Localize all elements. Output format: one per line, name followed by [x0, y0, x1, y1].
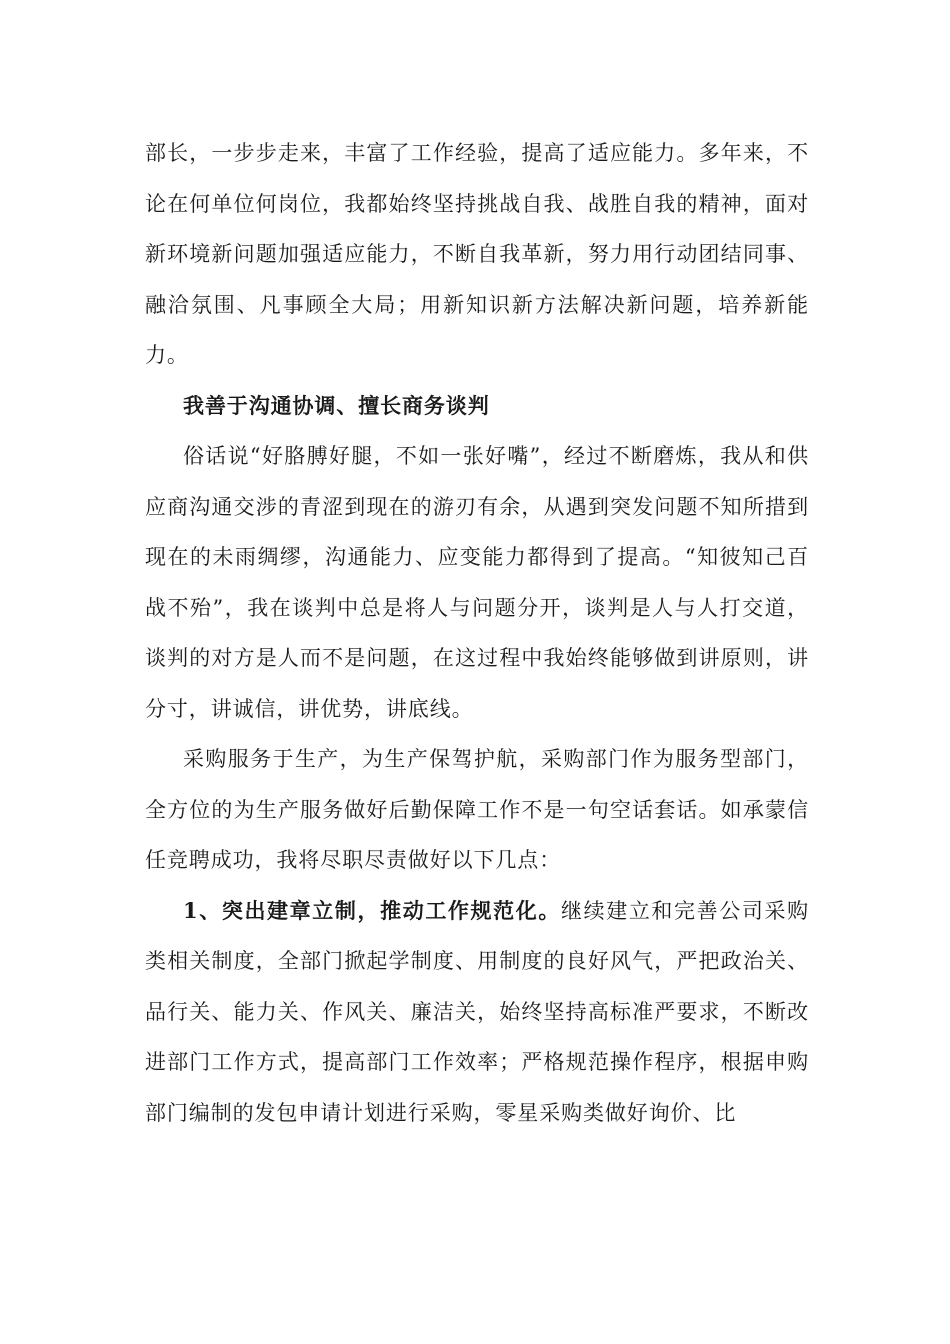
- paragraph-point-one: [145, 886, 809, 1139]
- point-one-body: 继续建立和完善公司采购类相关制度，全部门掀起学制度、用制度的良好风气，严把政治关、品行关、能力关、作风关、廉洁关，始终坚持高标准严要求，不断改进部门工作方式，提高部门工作效率；严格规范操作程序，根据申购部门编制的发包申请计划进行采购，零星采购类做好询价、比: [145, 898, 809, 1125]
- paragraph-procurement-service: 采购服务于生产，为生产保驾护航，采购部门作为服务型部门，全方位的为生产服务做好后勤保障工作不是一句空话套话。如承蒙信任竞聘成功，我将尽职尽责做好以下几点：: [145, 747, 809, 872]
- point-one-title: 1、突出建章立制，推动工作规范化。: [183, 897, 561, 923]
- paragraph-career-experience: 部长，一步步走来，丰富了工作经验，提高了适应能力。多年来，不论在何单位何岗位，我都始终坚持挑战自我、战胜自我的精神，面对新环境新问题加强适应能力，不断自我革新，努力用行动团结同事、融洽氛围、凡事顾全大局；用新知识新方法解决新问题，培养新能力。: [145, 141, 809, 367]
- document-body: [145, 128, 809, 1138]
- section-heading-communication: 我善于沟通协调、擅长商务谈判: [183, 392, 490, 418]
- paragraph-negotiation: 俗话说“好胳膊好腿，不如一张好嘴”，经过不断磨炼，我从和供应商沟通交涉的青涩到现在的游刃有余，从遇到突发问题不知所措到现在的未雨绸缪，沟通能力、应变能力都得到了提高。“知彼知己百战不殆”，我在谈判中总是将人与问题分开，谈判是人与人打交道，谈判的对方是人而不是问题，在这过程中我始终能够做到讲原则，讲分寸，讲诚信，讲优势，讲底线。: [145, 444, 809, 721]
